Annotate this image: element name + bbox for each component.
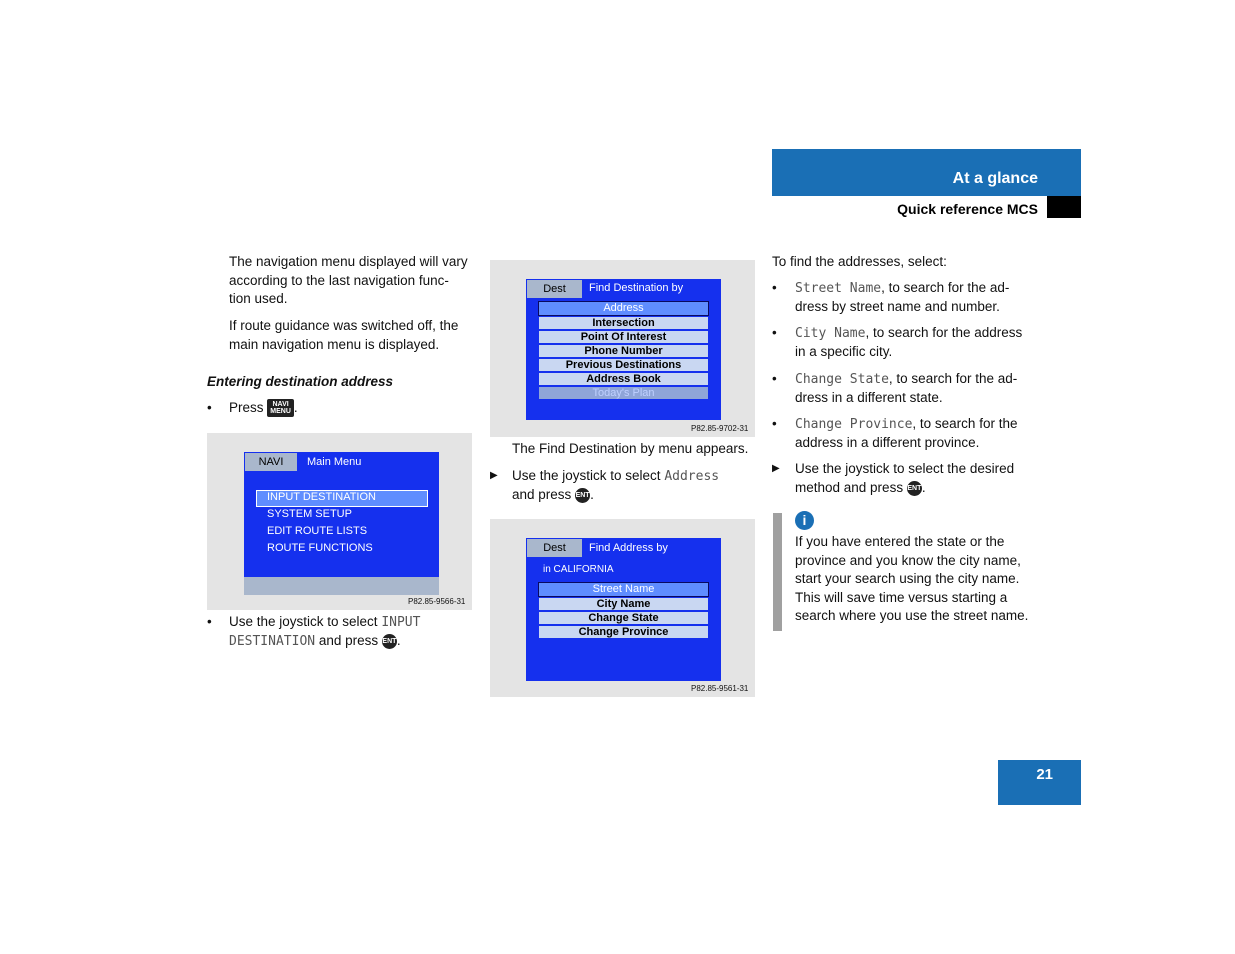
option-change-province: Change Province bbox=[538, 625, 709, 639]
screenshot-find-destination bbox=[490, 260, 755, 437]
screenshot-find-address bbox=[490, 519, 755, 697]
figure-ref: P82.85-9702-31 bbox=[691, 424, 749, 433]
option-city-name: City Name bbox=[538, 597, 709, 611]
option-todays-plan: Today's Plan bbox=[538, 386, 709, 400]
state-line: in CALIFORNIA bbox=[543, 564, 614, 575]
screen-footer-bar bbox=[244, 577, 439, 595]
section-title: At a glance bbox=[952, 170, 1038, 187]
intro-paragraph: The navigation menu displayed will vary according to the last navigation func- tion used. bbox=[229, 254, 468, 306]
option-street-name: Street Name bbox=[538, 582, 709, 597]
menu-item-system-setup: SYSTEM SETUP bbox=[267, 508, 352, 520]
option-change-state: Change State bbox=[538, 611, 709, 625]
dest-tab: Dest bbox=[527, 280, 582, 298]
find-addresses-intro: To find the addresses, select: bbox=[772, 254, 947, 269]
caption-find-destination: The Find Destination by menu appears. bbox=[512, 441, 749, 456]
menu-item-input-destination: INPUT DESTINATION bbox=[267, 491, 376, 503]
info-icon: i bbox=[795, 511, 814, 530]
ent-key-icon: ENT bbox=[575, 488, 590, 503]
display-screen bbox=[244, 452, 439, 595]
figure-ref: P82.85-9561-31 bbox=[691, 684, 749, 693]
menu-item-edit-route-lists: EDIT ROUTE LISTS bbox=[267, 525, 368, 537]
option-phone-number: Phone Number bbox=[538, 344, 709, 358]
screen-title: Find Destination by bbox=[589, 282, 684, 294]
option-intersection: Intersection bbox=[538, 316, 709, 330]
page-number: 21 bbox=[1036, 766, 1053, 783]
info-note: If you have entered the state or the province and you know the city name, start your search using the city name. This will save time versus starting a search where you use the street name. bbox=[795, 534, 1029, 623]
navi-menu-key-icon: NAVI MENU bbox=[267, 399, 294, 417]
option-address-book: Address Book bbox=[538, 372, 709, 386]
ent-key-icon: ENT bbox=[907, 481, 922, 496]
header-marker bbox=[1047, 196, 1081, 218]
screen-title: Find Address by bbox=[589, 542, 668, 554]
dest-tab: Dest bbox=[527, 539, 582, 557]
figure-ref: P82.85-9566-31 bbox=[408, 597, 466, 606]
screen-title: Main Menu bbox=[307, 456, 362, 468]
screenshot-main-menu bbox=[207, 433, 472, 610]
option-previous-destinations: Previous Destinations bbox=[538, 358, 709, 372]
ent-key-icon: ENT bbox=[382, 634, 397, 649]
section-heading: Entering destination address bbox=[207, 374, 394, 389]
route-paragraph: If route guidance was switched off, the main navigation menu is displayed. bbox=[229, 318, 459, 352]
navi-tab: NAVI bbox=[245, 453, 297, 471]
menu-item-route-functions: ROUTE FUNCTIONS bbox=[267, 542, 373, 554]
option-address: Address bbox=[538, 301, 709, 316]
subsection-title: Quick reference MCS bbox=[897, 201, 1038, 217]
option-point-of-interest: Point Of Interest bbox=[538, 330, 709, 344]
info-sidebar bbox=[773, 513, 782, 631]
